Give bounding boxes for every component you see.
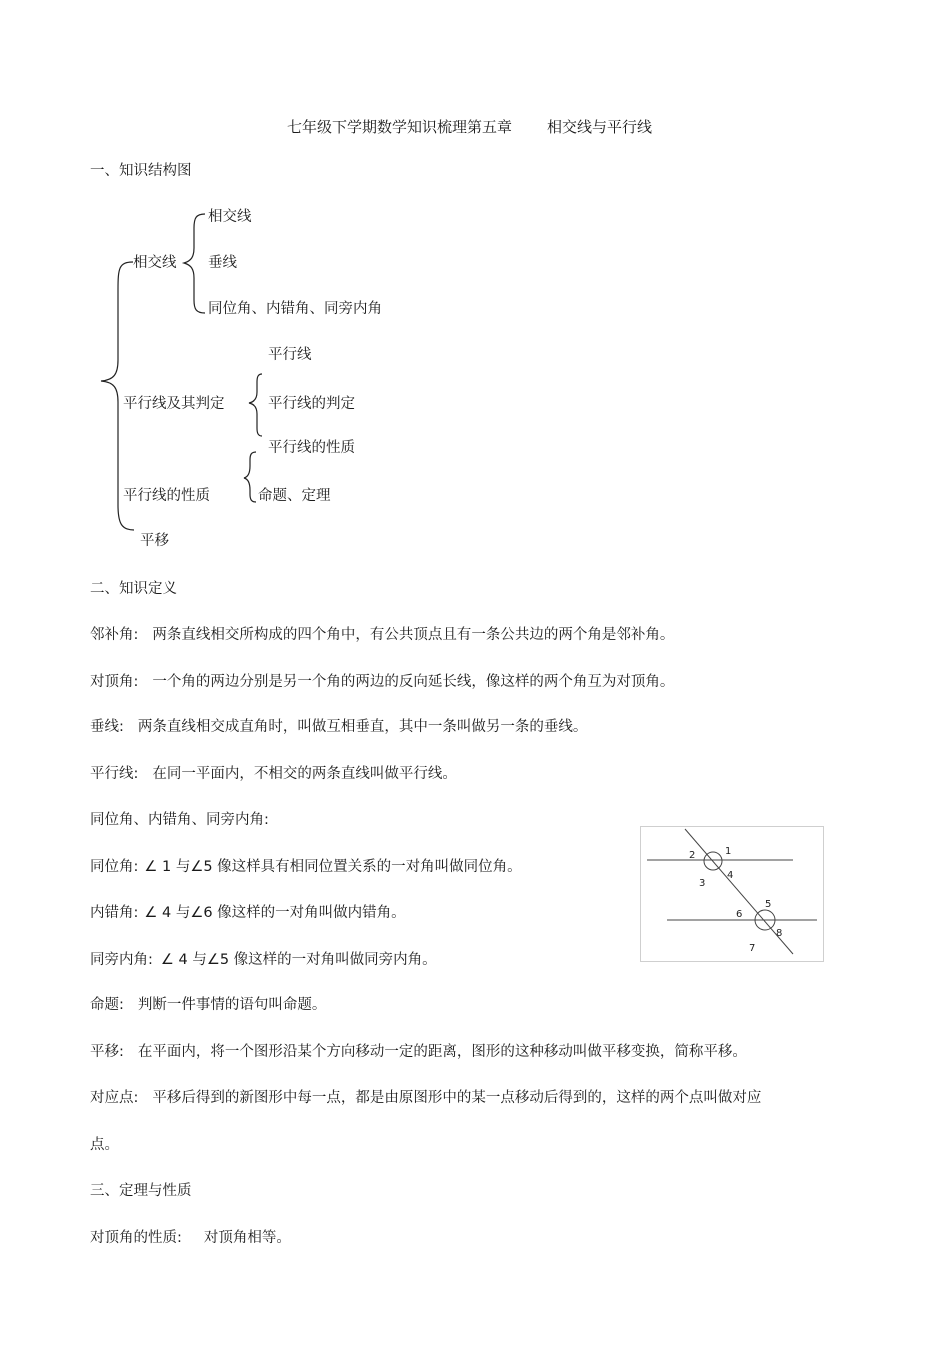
- definition-text: 两条直线相交所构成的四个角中，有公共顶点且有一条公共边的两个角是邻补角。: [152, 627, 675, 643]
- definition-term: 点。: [90, 1137, 119, 1153]
- definition-text: 平移后得到的新图形中每一点，都是由原图形中的某一点移动后得到的，这样的两个点叫做对应: [152, 1090, 762, 1106]
- structure-item: 平行线: [268, 347, 312, 363]
- definition-line: [90, 858, 522, 876]
- angle-label: 5: [765, 899, 772, 910]
- angle-label: 8: [776, 928, 783, 939]
- angle-label: 1: [725, 846, 732, 857]
- definition-line: [90, 626, 674, 644]
- structure-group-intersecting: 相交线: [133, 255, 177, 271]
- definition-term: 同位角:: [90, 859, 139, 875]
- definition-text: ∠ 4 与∠6 像这样的一对角叫做内错角。: [144, 905, 406, 921]
- angle-label: 7: [749, 943, 756, 954]
- theorem-term: 对顶角的性质:: [90, 1230, 182, 1246]
- definition-text: ∠ 4 与∠5 像这样的一对角叫做同旁内角。: [160, 952, 437, 968]
- definition-line: [90, 811, 269, 829]
- definition-term: 同旁内角:: [90, 952, 153, 968]
- brace-intersecting: [184, 214, 205, 313]
- section-heading-theorems: 三、定理与性质: [90, 1183, 192, 1199]
- section-heading-structure: 一、知识结构图: [90, 163, 192, 179]
- definition-line: [90, 718, 587, 736]
- definition-text: ∠ 1 与∠5 像这样具有相同位置关系的一对角叫做同位角。: [144, 859, 522, 875]
- definition-term: 垂线:: [90, 719, 124, 735]
- structure-item: 命题、定理: [258, 488, 331, 504]
- angle-label: 3: [699, 878, 706, 889]
- definition-line: [90, 951, 437, 969]
- structure-item: 垂线: [208, 255, 237, 271]
- definition-line: [90, 1043, 747, 1061]
- definition-line: [90, 1136, 119, 1154]
- doc-title-left: 七年级下学期数学知识梳理第五章: [287, 118, 513, 136]
- structure-group-parallel-properties: 平行线的性质: [123, 488, 210, 504]
- definition-term: 平移:: [90, 1044, 124, 1060]
- definition-term: 对顶角:: [90, 674, 139, 690]
- definition-line: [90, 765, 457, 783]
- definition-term: 同位角、内错角、同旁内角:: [90, 812, 269, 828]
- structure-group-parallel-criteria: 平行线及其判定: [123, 396, 225, 412]
- brace-parallel-criteria: [249, 374, 262, 436]
- angles-figure: [640, 826, 824, 962]
- definition-term: 对应点:: [90, 1090, 139, 1106]
- definition-text: 判断一件事情的语句叫命题。: [137, 997, 327, 1013]
- doc-title-right: 相交线与平行线: [547, 118, 653, 136]
- angle-label: 2: [689, 850, 696, 861]
- angle-label: 6: [736, 909, 743, 920]
- brace-parallel-properties: [244, 452, 256, 502]
- structure-item: 同位角、内错角、同旁内角: [208, 301, 382, 317]
- definition-line: [90, 996, 326, 1014]
- definition-text: 在平面内，将一个图形沿某个方向移动一定的距离，图形的这种移动叫做平移变换，简称平移。: [137, 1044, 747, 1060]
- definition-text: 一个角的两边分别是另一个角的两边的反向延长线，像这样的两个角互为对顶角。: [152, 674, 675, 690]
- definition-text: 两条直线相交成直角时，叫做互相垂直，其中一条叫做另一条的垂线。: [137, 719, 588, 735]
- structure-item: 平行线的性质: [268, 440, 355, 456]
- angle-label: 4: [727, 870, 734, 881]
- definition-term: 命题:: [90, 997, 124, 1013]
- theorem-line: [90, 1229, 291, 1247]
- theorem-text: 对顶角相等。: [203, 1230, 291, 1246]
- definition-line: [90, 1089, 761, 1107]
- structure-item: 平行线的判定: [268, 396, 355, 412]
- definition-line: [90, 673, 674, 691]
- structure-item: 相交线: [208, 209, 252, 225]
- section-heading-definitions: 二、知识定义: [90, 581, 177, 597]
- definition-text: 在同一平面内，不相交的两条直线叫做平行线。: [152, 766, 457, 782]
- structure-group-translation: 平移: [140, 533, 169, 549]
- definition-term: 邻补角:: [90, 627, 139, 643]
- definition-term: 平行线:: [90, 766, 139, 782]
- definition-term: 内错角:: [90, 905, 139, 921]
- definition-line: [90, 904, 406, 922]
